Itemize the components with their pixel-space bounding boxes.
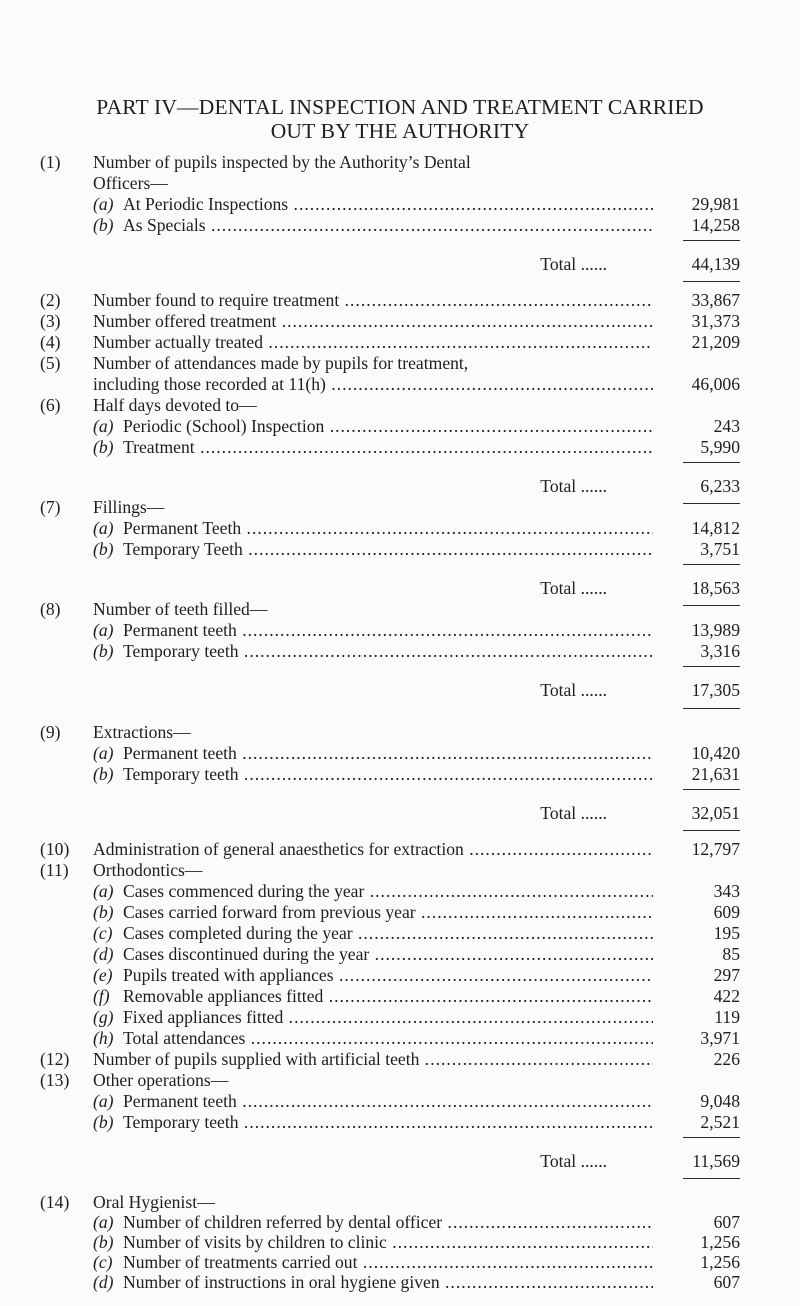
sub-label: Cases commenced during the year ..... <box>123 880 653 902</box>
sum-rule <box>683 240 740 241</box>
sub-label: Cases discontinued during the year ..... <box>123 943 653 965</box>
sum-rule <box>683 708 740 709</box>
item-heading: Half days devoted to— <box>93 395 257 415</box>
value: 226 <box>713 1049 740 1069</box>
item-number: (10) <box>40 839 70 859</box>
item-label: Number of pupils supplied with artificial teeth ..... <box>93 1048 653 1070</box>
value: 14,258 <box>691 215 740 235</box>
item-11c <box>40 922 740 944</box>
item-number: (6) <box>40 395 61 415</box>
sum-rule <box>683 1137 740 1138</box>
sub-label: Treatment ..... <box>123 436 653 458</box>
total-label: Total ...... <box>540 803 607 823</box>
value: 3,316 <box>700 641 740 661</box>
sum-rule <box>683 789 740 790</box>
item-heading: Extractions— <box>93 722 191 742</box>
item-heading: Fillings— <box>93 497 165 517</box>
item-13-heading <box>40 1069 740 1091</box>
item-12 <box>40 1048 740 1070</box>
sub-letter: (c) <box>93 923 113 943</box>
sub-letter: (b) <box>93 215 114 235</box>
item-10 <box>40 838 740 860</box>
sub-letter: (e) <box>93 965 113 985</box>
item-8-total <box>40 679 740 701</box>
item-label: Number offered treatment ..... <box>93 310 653 332</box>
value: 10,420 <box>691 743 740 763</box>
sub-label: As Specials ..... <box>123 214 653 236</box>
sub-label: Total attendances ..... <box>123 1027 653 1049</box>
value: 46,006 <box>691 374 740 394</box>
item-number: (1) <box>40 152 61 172</box>
sub-label: Number of instructions in oral hygiene given ..... <box>123 1271 653 1293</box>
item-9-heading <box>40 721 740 743</box>
sub-label: Temporary teeth ..... <box>123 763 653 785</box>
item-13a <box>40 1090 740 1112</box>
item-11g <box>40 1006 740 1028</box>
item-6-total <box>40 475 740 497</box>
sub-letter: (a) <box>93 743 114 763</box>
sub-label: Temporary teeth ..... <box>123 1111 653 1133</box>
sub-letter: (a) <box>93 620 114 640</box>
item-number: (12) <box>40 1049 70 1069</box>
sub-letter: (a) <box>93 1091 114 1111</box>
item-11d <box>40 943 740 965</box>
value: 243 <box>713 416 740 436</box>
item-number: (4) <box>40 332 61 352</box>
total-label: Total ...... <box>540 680 607 700</box>
item-14b <box>40 1231 740 1253</box>
item-number: (8) <box>40 599 61 619</box>
item-5-heading <box>40 352 740 374</box>
item-6-heading <box>40 394 740 416</box>
sum-rule <box>683 281 740 282</box>
sub-letter: (f) <box>93 986 110 1006</box>
sub-letter: (d) <box>93 1272 114 1292</box>
item-14-heading <box>40 1191 740 1213</box>
total-value: 18,563 <box>691 578 740 598</box>
value: 33,867 <box>691 290 740 310</box>
item-14c <box>40 1251 740 1273</box>
value: 119 <box>714 1007 740 1027</box>
sub-label: Number of visits by children to clinic ..... <box>123 1231 653 1253</box>
total-label: Total ...... <box>540 254 607 274</box>
total-value: 6,233 <box>700 476 740 496</box>
item-11f <box>40 985 740 1007</box>
value: 3,971 <box>700 1028 740 1048</box>
item-number: (14) <box>40 1192 70 1212</box>
sub-letter: (d) <box>93 944 114 964</box>
item-11h <box>40 1027 740 1049</box>
item-heading: Number of attendances made by pupils for treatment, <box>93 353 469 373</box>
sub-label: Pupils treated with appliances ..... <box>123 964 653 986</box>
sub-letter: (g) <box>93 1007 114 1027</box>
value: 607 <box>713 1212 740 1232</box>
sum-rule <box>683 503 740 504</box>
sub-label: Number of treatments carried out ..... <box>123 1251 653 1273</box>
total-value: 11,569 <box>692 1151 740 1171</box>
sub-letter: (a) <box>93 518 114 538</box>
item-1-heading-cont <box>40 172 740 194</box>
item-11e <box>40 964 740 986</box>
item-13b <box>40 1111 740 1133</box>
sum-rule <box>683 462 740 463</box>
item-heading: Number of teeth filled— <box>93 599 268 619</box>
sum-rule <box>683 830 740 831</box>
item-number: (2) <box>40 290 61 310</box>
item-1-total <box>40 253 740 275</box>
item-heading: Officers— <box>93 173 168 193</box>
item-11b <box>40 901 740 923</box>
value: 343 <box>713 881 740 901</box>
sub-letter: (b) <box>93 437 114 457</box>
item-5 <box>40 373 740 395</box>
total-value: 17,305 <box>691 680 740 700</box>
item-label: Administration of general anaesthetics for extraction ..... <box>93 838 653 860</box>
item-11a <box>40 880 740 902</box>
value: 21,631 <box>691 764 740 784</box>
value: 85 <box>722 944 740 964</box>
sub-label: Permanent teeth ..... <box>123 619 653 641</box>
value: 31,373 <box>691 311 740 331</box>
sub-label: Temporary teeth ..... <box>123 640 653 662</box>
value: 12,797 <box>691 839 740 859</box>
sub-label: Number of children referred by dental officer ..... <box>123 1211 653 1233</box>
item-1b <box>40 214 740 236</box>
page-title-line-1: PART IV—DENTAL INSPECTION AND TREATMENT CARRIED <box>96 95 704 119</box>
value: 607 <box>713 1272 740 1292</box>
value: 3,751 <box>700 539 740 559</box>
sub-letter: (a) <box>93 1212 114 1232</box>
item-13-total <box>40 1150 740 1172</box>
total-label: Total ...... <box>540 1151 607 1171</box>
sum-rule <box>683 666 740 667</box>
page-title-line-2: OUT BY THE AUTHORITY <box>270 119 530 143</box>
sum-rule <box>683 605 740 606</box>
item-3 <box>40 310 740 332</box>
item-heading: Other operations— <box>93 1070 229 1090</box>
value: 29,981 <box>691 194 740 214</box>
item-label: Number found to require treatment ..... <box>93 289 653 311</box>
value: 609 <box>713 902 740 922</box>
item-7-heading <box>40 496 740 518</box>
item-7a <box>40 517 740 539</box>
item-14d <box>40 1271 740 1293</box>
total-label: Total ...... <box>540 476 607 496</box>
item-number: (13) <box>40 1070 70 1090</box>
value: 1,256 <box>700 1252 740 1272</box>
item-8-heading <box>40 598 740 620</box>
sub-label: Temporary Teeth ..... <box>123 538 653 560</box>
sub-label: Permanent Teeth ..... <box>123 517 653 539</box>
value: 2,521 <box>700 1112 740 1132</box>
sub-letter: (a) <box>93 881 114 901</box>
item-4 <box>40 331 740 353</box>
item-number: (9) <box>40 722 61 742</box>
sum-rule <box>683 1178 740 1179</box>
value: 5,990 <box>700 437 740 457</box>
item-number: (5) <box>40 353 61 373</box>
item-heading: Number of pupils inspected by the Authority’s Dental <box>93 152 471 172</box>
value: 422 <box>713 986 740 1006</box>
sub-label: Permanent teeth ..... <box>123 742 653 764</box>
item-1-heading <box>40 151 740 173</box>
item-2 <box>40 289 740 311</box>
total-value: 32,051 <box>691 803 740 823</box>
item-number: (7) <box>40 497 61 517</box>
value: 9,048 <box>700 1091 740 1111</box>
item-6a <box>40 415 740 437</box>
value: 1,256 <box>700 1232 740 1252</box>
sub-letter: (c) <box>93 1252 113 1272</box>
value: 14,812 <box>691 518 740 538</box>
item-number: (11) <box>40 860 69 880</box>
item-11-heading <box>40 859 740 881</box>
item-8a <box>40 619 740 641</box>
item-heading: Oral Hygienist— <box>93 1192 215 1212</box>
sub-label: Cases carried forward from previous year ..... <box>123 901 653 923</box>
value: 13,989 <box>691 620 740 640</box>
item-6b <box>40 436 740 458</box>
sub-label: Permanent teeth ..... <box>123 1090 653 1112</box>
item-label: Number actually treated ..... <box>93 331 653 353</box>
item-heading: Orthodontics— <box>93 860 203 880</box>
sum-rule <box>683 564 740 565</box>
sub-letter: (b) <box>93 902 114 922</box>
value: 297 <box>713 965 740 985</box>
sub-letter: (a) <box>93 194 114 214</box>
item-8b <box>40 640 740 662</box>
value: 21,209 <box>691 332 740 352</box>
sub-label: Cases completed during the year ..... <box>123 922 653 944</box>
item-7-total <box>40 577 740 599</box>
sub-label: Periodic (School) Inspection ..... <box>123 415 653 437</box>
item-number: (3) <box>40 311 61 331</box>
item-7b <box>40 538 740 560</box>
sub-letter: (h) <box>93 1028 114 1048</box>
sub-letter: (b) <box>93 1232 114 1252</box>
item-9a <box>40 742 740 764</box>
sub-label: At Periodic Inspections ..... <box>123 193 653 215</box>
item-14a <box>40 1211 740 1233</box>
item-9b <box>40 763 740 785</box>
item-label: including those recorded at 11(h) ..... <box>93 373 653 395</box>
sub-letter: (b) <box>93 764 114 784</box>
sub-label: Fixed appliances fitted ..... <box>123 1006 653 1028</box>
value: 195 <box>713 923 740 943</box>
item-1a <box>40 193 740 215</box>
sub-label: Removable appliances fitted ..... <box>123 985 653 1007</box>
sub-letter: (b) <box>93 641 114 661</box>
item-9-total <box>40 802 740 824</box>
sub-letter: (a) <box>93 416 114 436</box>
total-value: 44,139 <box>691 254 740 274</box>
sub-letter: (b) <box>93 539 114 559</box>
sub-letter: (b) <box>93 1112 114 1132</box>
total-label: Total ...... <box>540 578 607 598</box>
